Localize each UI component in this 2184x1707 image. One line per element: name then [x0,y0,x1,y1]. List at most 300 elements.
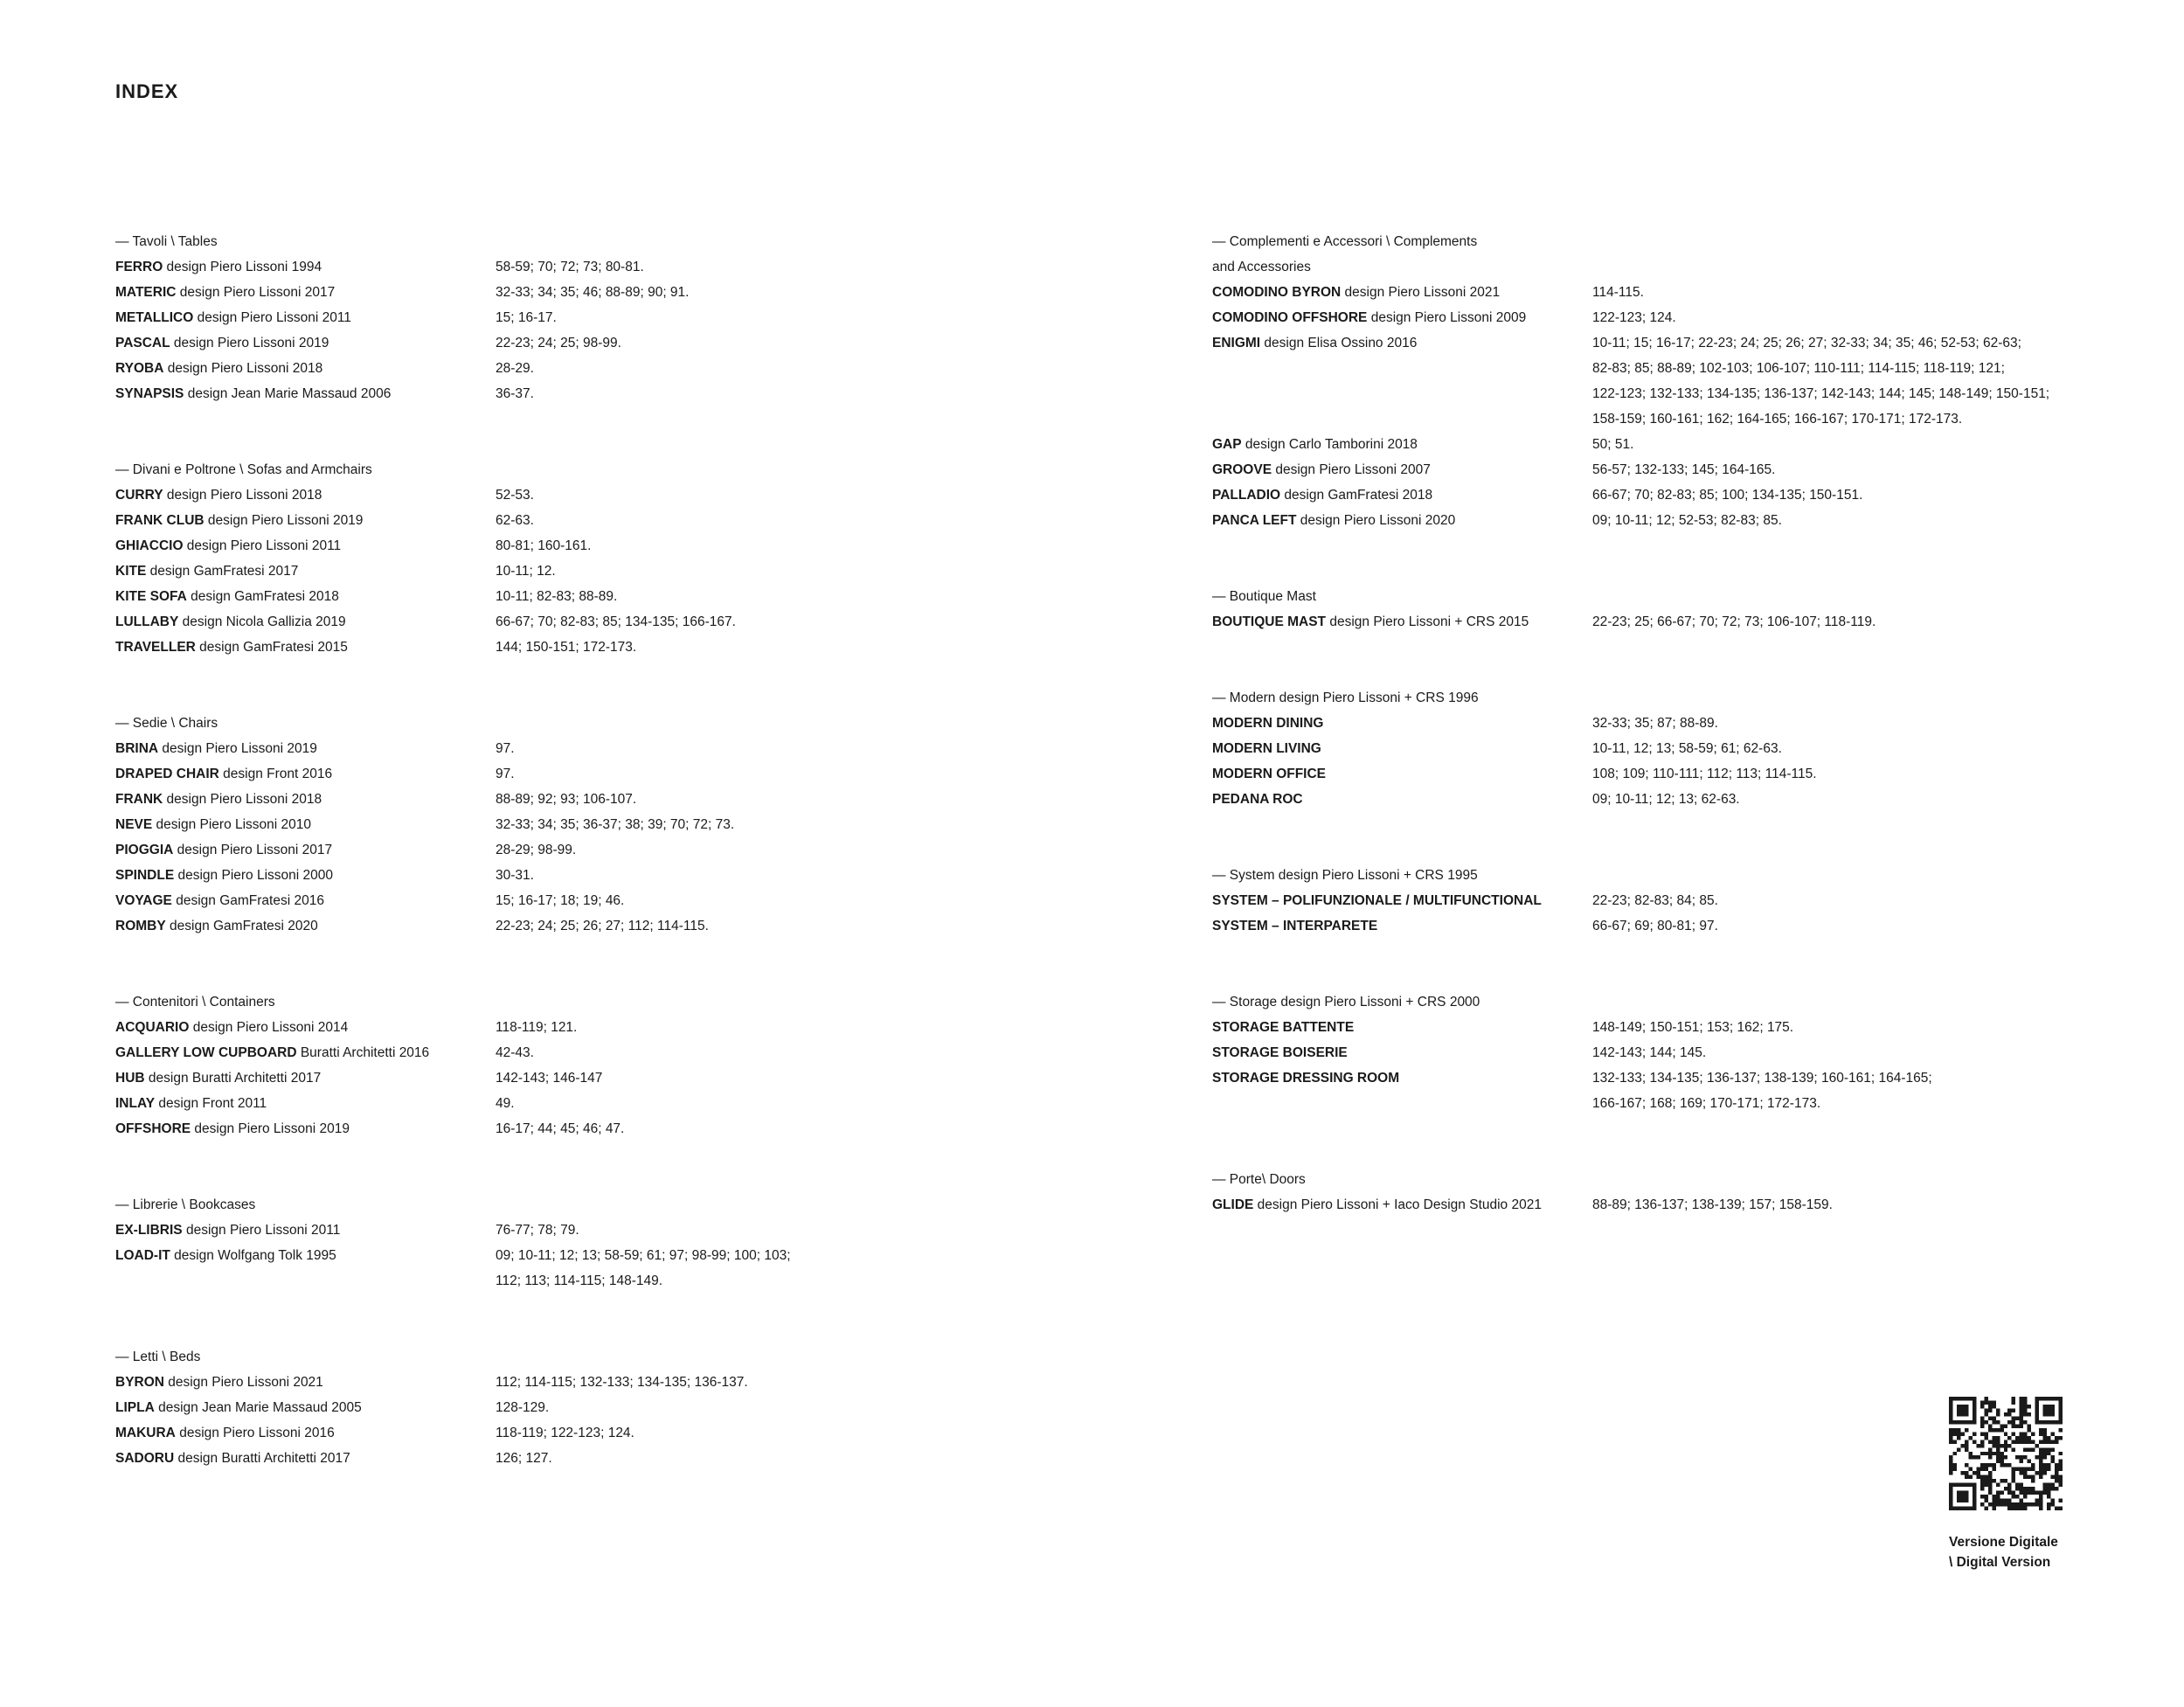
product-name: PIOGGIA [115,843,174,857]
index-entry [115,1116,989,1141]
product-name: MATERIC [115,285,177,300]
index-section [1212,1167,2147,1218]
index-entry [115,1218,989,1243]
product-name: SYSTEM – POLIFUNZIONALE / MULTIFUNCTIONAL [1212,893,1542,908]
index-entry [115,736,989,761]
index-entry [115,381,989,406]
section-heading [115,457,989,482]
designer-credit: design GamFratesi 2015 [195,640,348,655]
designer-credit: design Piero Lissoni 2017 [176,285,336,300]
designer-credit: design Piero Lissoni 2021 [1341,285,1501,300]
product-name: CURRY [115,488,163,503]
index-entry [115,584,989,609]
product-name: ENIGMI [1212,336,1261,350]
index-entry [115,1370,989,1395]
section-heading [1212,863,2147,888]
index-entry [115,508,989,533]
product-name: LIPLA [115,1400,155,1415]
product-name: PEDANA ROC [1212,792,1303,807]
page-reference-line: 10-11; 82-83; 88-89. [496,589,618,604]
product-name: ACQUARIO [115,1020,190,1035]
page-references [1592,305,1676,330]
product-name: COMODINO BYRON [1212,285,1342,300]
page-reference-line: 28-29; 98-99. [496,843,577,857]
index-entry [115,280,989,305]
index-section [115,457,989,660]
page-references [1592,787,1740,812]
index-entry [115,787,989,812]
page-references [496,533,591,559]
index-entry [115,863,989,888]
product-name: STORAGE DRESSING ROOM [1212,1071,1400,1086]
page-reference-line: 122-123; 132-133; 134-135; 136-137; 142-143; 144; 145; 148-149; 150-151; [1592,386,2050,401]
digital-version-line-1: Versione Digitale [1949,1535,2058,1550]
index-entry [1212,736,2147,761]
product-name: VOYAGE [115,893,172,908]
designer-credit: Buratti Architetti 2016 [296,1045,430,1060]
designer-credit: design Piero Lissoni 1994 [163,260,322,274]
index-entry [115,609,989,635]
index-entry [115,1446,989,1471]
product-name: LULLABY [115,614,179,629]
page-reference-line: 16-17; 44; 45; 46; 47. [496,1121,625,1136]
page-reference-line: 97. [496,767,515,781]
section-heading [1212,989,2147,1015]
page-reference-line: 88-89; 136-137; 138-139; 157; 158-159. [1592,1197,1833,1212]
section-heading-text: — Porte\ Doors [1212,1172,1306,1187]
page-reference-line: 142-143; 146-147 [496,1071,603,1086]
designer-credit: design Piero Lissoni 2019 [204,513,364,528]
page-references [1592,609,1875,635]
digital-version-line-2: \ Digital Version [1949,1555,2051,1570]
page-reference-line: 32-33; 34; 35; 46; 88-89; 90; 91. [496,285,690,300]
page-reference-line: 22-23; 24; 25; 26; 27; 112; 114-115. [496,919,709,933]
designer-credit: design Piero Lissoni 2020 [1296,513,1456,528]
page-references [496,584,617,609]
page-reference-line: 148-149; 150-151; 153; 162; 175. [1592,1020,1794,1035]
entry-label [115,305,351,330]
index-section [115,1192,989,1294]
designer-credit: design Piero Lissoni 2010 [152,817,312,832]
page-reference-line: 42-43. [496,1045,534,1060]
page-reference-line: 66-67; 69; 80-81; 97. [1592,919,1718,933]
index-entry [115,305,989,330]
entry-label [115,812,311,837]
index-section [115,711,989,939]
section-heading-text: — Divani e Poltrone \ Sofas and Armchairs [115,462,372,477]
index-entry [115,559,989,584]
index-entry [115,761,989,787]
page-references [1592,482,1862,508]
page-reference-line: 112; 113; 114-115; 148-149. [496,1273,663,1288]
index-section [115,1344,989,1471]
page-references [1592,1040,1706,1065]
entry-label [115,381,391,406]
designer-credit: design Piero Lissoni 2018 [163,488,322,503]
page-references [496,863,534,888]
entry-label [115,787,322,812]
entry-label [1212,1015,1354,1040]
index-entry [1212,711,2147,736]
entry-label [115,1015,348,1040]
entry-label [1212,1065,1399,1091]
entry-label [1212,432,1418,457]
product-name: GHIACCIO [115,538,184,553]
index-entry [115,1395,989,1420]
designer-credit: design Piero Lissoni 2019 [158,741,317,756]
designer-credit: design Buratti Architetti 2017 [144,1071,322,1086]
designer-credit: design Piero Lissoni + CRS 2015 [1326,614,1529,629]
product-name: BRINA [115,741,159,756]
product-name: SYSTEM – INTERPARETE [1212,919,1378,933]
section-heading [1212,685,2147,711]
index-entry [1212,609,2147,635]
section-heading [115,1192,989,1218]
page-reference-line: 15; 16-17; 18; 19; 46. [496,893,625,908]
page-reference-line: 158-159; 160-161; 162; 164-165; 166-167; 170-171; 172-173. [1592,412,1963,427]
section-heading-text: — Boutique Mast [1212,589,1316,604]
entry-label [115,635,348,660]
entry-label [115,1370,323,1395]
index-entry [1212,457,2147,482]
page-references [496,635,636,660]
page-references [496,1065,602,1091]
page-references [496,330,621,356]
designer-credit: design Piero Lissoni 2011 [183,538,342,553]
page-title: INDEX [115,80,179,102]
entry-label [115,280,335,305]
entry-label [115,913,318,939]
index-entry [1212,305,2147,330]
page-references [1592,330,2049,432]
index-entry [1212,888,2147,913]
page-references [496,812,734,837]
page-reference-line: 62-63. [496,513,534,528]
section-heading [1212,229,2147,280]
page-reference-line: 36-37. [496,386,534,401]
entry-label [1212,330,1417,356]
page-references [496,1370,748,1395]
entry-label [115,330,329,356]
entry-label [1212,888,1542,913]
entry-label [115,1040,429,1065]
product-name: METALLICO [115,310,194,325]
entry-label [1212,457,1431,482]
page-reference-line: 28-29. [496,361,534,376]
entry-label [115,837,332,863]
section-heading [115,989,989,1015]
page-references [496,736,515,761]
index-entry [115,356,989,381]
section-heading-text: — Sedie \ Chairs [115,716,218,731]
page-references [1592,888,1718,913]
entry-label [115,1395,362,1420]
page-reference-line: 166-167; 168; 169; 170-171; 172-173. [1592,1096,1821,1111]
entry-label [115,1091,267,1116]
section-heading-text: — Complementi e Accessori \ Complements [1212,234,1478,249]
entry-label [115,609,346,635]
index-section [115,229,989,406]
designer-credit: design Piero Lissoni 2018 [163,792,322,807]
product-name: SPINDLE [115,868,175,883]
page-references [496,1218,579,1243]
designer-credit: design Jean Marie Massaud 2006 [184,386,392,401]
entry-label [115,1420,335,1446]
entry-label [115,863,333,888]
page-reference-line: 22-23; 24; 25; 98-99. [496,336,621,350]
entry-label [1212,1040,1348,1065]
page-references [1592,1065,1932,1116]
product-name: OFFSHORE [115,1121,191,1136]
entry-label [115,508,363,533]
entry-label [115,254,322,280]
page-references [496,1395,549,1420]
index-section [1212,229,2147,533]
page-reference-line: 32-33; 35; 87; 88-89. [1592,716,1718,731]
designer-credit: design Nicola Gallizia 2019 [178,614,346,629]
designer-credit: design Jean Marie Massaud 2005 [154,1400,362,1415]
page-references [496,356,534,381]
designer-credit: design Wolfgang Tolk 1995 [170,1248,336,1263]
index-section [1212,584,2147,635]
product-name: LOAD-IT [115,1248,170,1263]
product-name: GAP [1212,437,1242,452]
entry-label [115,1243,336,1268]
page-reference-line: 50; 51. [1592,437,1634,452]
page-reference-line: 10-11, 12; 13; 58-59; 61; 62-63. [1592,741,1782,756]
index-entry [115,254,989,280]
section-heading-text: — Librerie \ Bookcases [115,1197,256,1212]
page-references [496,305,557,330]
entry-label [1212,1192,1542,1218]
product-name: SYNAPSIS [115,386,184,401]
designer-credit: design GamFratesi 2016 [171,893,324,908]
index-section [1212,685,2147,812]
page-reference-line: 80-81; 160-161. [496,538,592,553]
page-reference-line: 144; 150-151; 172-173. [496,640,637,655]
page-references [496,1040,534,1065]
page-reference-line: 09; 10-11; 12; 52-53; 82-83; 85. [1592,513,1782,528]
product-name: TRAVELLER [115,640,196,655]
index-entry [115,1091,989,1116]
product-name: PANCA LEFT [1212,513,1297,528]
product-name: FERRO [115,260,163,274]
page-references [496,508,534,533]
product-name: GLIDE [1212,1197,1254,1212]
product-name: MAKURA [115,1426,176,1440]
page-reference-line: 09; 10-11; 12; 13; 62-63. [1592,792,1740,807]
page-reference-line: 22-23; 25; 66-67; 70; 72; 73; 106-107; 118-119. [1592,614,1876,629]
index-entry [115,482,989,508]
page-references [496,913,709,939]
product-name: INLAY [115,1096,156,1111]
designer-credit: design Piero Lissoni 2007 [1272,462,1431,477]
page-references [496,787,636,812]
page-reference-line: 58-59; 70; 72; 73; 80-81. [496,260,644,274]
entry-label [1212,482,1432,508]
index-entry [115,1243,989,1294]
page-reference-line: 128-129. [496,1400,550,1415]
product-name: FRANK CLUB [115,513,205,528]
page-references [496,1091,515,1116]
designer-credit: design Carlo Tamborini 2018 [1241,437,1418,452]
index-entry [115,1015,989,1040]
page-reference-line: 112; 114-115; 132-133; 134-135; 136-137. [496,1375,748,1390]
entry-label [115,1065,321,1091]
product-name: GROOVE [1212,462,1272,477]
page-reference-line: 118-119; 121. [496,1020,578,1035]
product-name: STORAGE BATTENTE [1212,1020,1355,1035]
page-references [1592,736,1782,761]
page-references [1592,761,1817,787]
designer-credit: design Piero Lissoni 2019 [170,336,329,350]
section-heading [115,711,989,736]
section-heading-text: — Storage design Piero Lissoni + CRS 2000 [1212,995,1480,1010]
entry-label [115,1116,350,1141]
page-references [1592,1015,1793,1040]
entry-label [115,761,332,787]
entry-label [1212,787,1303,812]
page-reference-line: 66-67; 70; 82-83; 85; 100; 134-135; 150-151. [1592,488,1863,503]
page-references [496,888,624,913]
section-heading [1212,584,2147,609]
index-entry [115,812,989,837]
index-section [1212,989,2147,1116]
page-reference-line: 30-31. [496,868,534,883]
designer-credit: design Front 2011 [155,1096,267,1111]
index-entry [1212,787,2147,812]
page-reference-line: 52-53. [496,488,534,503]
page-reference-line: 126; 127. [496,1451,552,1466]
designer-credit: design GamFratesi 2018 [1280,488,1433,503]
page-reference-line: 108; 109; 110-111; 112; 113; 114-115. [1592,767,1817,781]
page-reference-line: 142-143; 144; 145. [1592,1045,1707,1060]
page-references [496,381,534,406]
page-reference-line: 118-119; 122-123; 124. [496,1426,634,1440]
product-name: BOUTIQUE MAST [1212,614,1327,629]
page-reference-line: 88-89; 92; 93; 106-107. [496,792,637,807]
page-reference-line: 122-123; 124. [1592,310,1676,325]
page-reference-line: 49. [496,1096,515,1111]
index-entry [1212,1040,2147,1065]
product-name: SADORU [115,1451,175,1466]
page-references [496,280,689,305]
qr-code-icon[interactable] [1949,1397,2063,1510]
page-reference-line: 15; 16-17. [496,310,557,325]
product-name: PASCAL [115,336,170,350]
page-references [496,254,644,280]
page-references [1592,711,1718,736]
designer-credit: design GamFratesi 2017 [146,564,299,579]
page-references [1592,432,1633,457]
entry-label [1212,305,1526,330]
page-references [1592,280,1644,305]
designer-credit: design Piero Lissoni 2019 [191,1121,350,1136]
index-column-right [1212,229,2147,1268]
index-entry [1212,508,2147,533]
designer-credit: design Piero Lissoni 2014 [189,1020,349,1035]
index-entry [115,1040,989,1065]
index-entry [115,1065,989,1091]
designer-credit: design Elisa Ossino 2016 [1260,336,1418,350]
product-name: GALLERY LOW CUPBOARD [115,1045,297,1060]
product-name: RYOBA [115,361,164,376]
page-reference-line: 97. [496,741,515,756]
product-name: ROMBY [115,919,166,933]
index-entry [115,837,989,863]
index-section [1212,863,2147,939]
page-references [496,1420,634,1446]
page-reference-line: 56-57; 132-133; 145; 164-165. [1592,462,1776,477]
entry-label [1212,508,1455,533]
page-references [1592,508,1782,533]
page-reference-line: 10-11; 15; 16-17; 22-23; 24; 25; 26; 27; 32-33; 34; 35; 46; 52-53; 62-63; [1592,336,2021,350]
entry-label [1212,736,1321,761]
page-reference-line: 32-33; 34; 35; 36-37; 38; 39; 70; 72; 73. [496,817,735,832]
section-heading-text: — Tavoli \ Tables [115,234,218,249]
product-name: EX-LIBRIS [115,1223,183,1238]
page-references [1592,913,1718,939]
page-references [496,609,736,635]
product-name: COMODINO OFFSHORE [1212,310,1368,325]
index-section [115,989,989,1141]
index-entry [1212,280,2147,305]
entry-label [115,1446,350,1471]
section-heading [115,229,989,254]
entry-label [115,356,322,381]
entry-label [1212,761,1326,787]
page-references [496,1446,552,1471]
index-entry [1212,1015,2147,1040]
section-heading-text: — Letti \ Beds [115,1350,201,1364]
index-entry [1212,1065,2147,1116]
product-name: BYRON [115,1375,164,1390]
designer-credit: design GamFratesi 2020 [165,919,318,933]
designer-credit: design Front 2016 [218,767,333,781]
product-name: DRAPED CHAIR [115,767,219,781]
index-entry [1212,432,2147,457]
designer-credit: design Piero Lissoni + Iaco Design Studio 2021 [1253,1197,1542,1212]
page-reference-line: 114-115. [1592,285,1644,300]
page-references [496,482,534,508]
page-reference-line: 76-77; 78; 79. [496,1223,579,1238]
index-entry [1212,761,2147,787]
index-entry [1212,913,2147,939]
product-name: MODERN OFFICE [1212,767,1327,781]
designer-credit: design Piero Lissoni 2017 [173,843,333,857]
page-reference-line: 66-67; 70; 82-83; 85; 134-135; 166-167. [496,614,736,629]
designer-credit: design Piero Lissoni 2011 [193,310,351,325]
designer-credit: design Piero Lissoni 2000 [174,868,334,883]
product-name: HUB [115,1071,145,1086]
index-entry [115,635,989,660]
page-references [496,1116,624,1141]
entry-label [115,888,324,913]
section-heading [1212,1167,2147,1192]
entry-label [1212,280,1500,305]
product-name: STORAGE BOISERIE [1212,1045,1348,1060]
page-references [496,1015,577,1040]
index-entry [115,1420,989,1446]
entry-label [1212,609,1529,635]
page-references [496,761,515,787]
page-references [496,559,556,584]
section-heading [115,1344,989,1370]
index-entry [115,888,989,913]
entry-label [115,559,298,584]
page-reference-line: 09; 10-11; 12; 13; 58-59; 61; 97; 98-99; 100; 103; [496,1248,791,1263]
product-name: FRANK [115,792,163,807]
